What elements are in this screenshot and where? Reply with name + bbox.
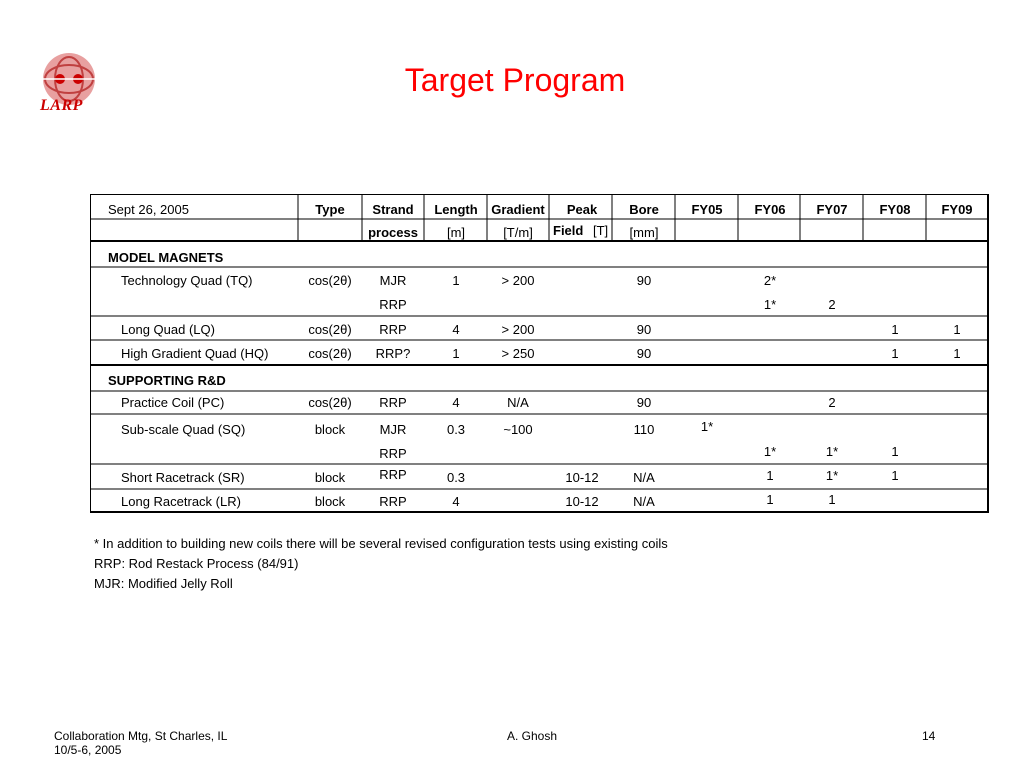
row-fy06: 1* [763, 297, 777, 312]
header-gradient-unit: [T/m] [503, 225, 533, 240]
header-fy07: FY07 [816, 202, 848, 217]
row-gradient: > 250 [501, 346, 535, 361]
footer-dates: 10/5-6, 2005 [54, 743, 122, 757]
logo-text: LARP [40, 97, 83, 114]
row-name: High Gradient Quad (HQ) [121, 346, 269, 361]
row-strand: RRP [379, 322, 407, 337]
row-fy07: 2 [828, 395, 836, 410]
header-type: Type [315, 202, 345, 217]
header-fy06: FY06 [754, 202, 786, 217]
row-fy08: 1 [891, 346, 899, 361]
row-name: Long Racetrack (LR) [121, 494, 241, 509]
row-type: block [314, 470, 346, 485]
slide-title: Target Program [404, 62, 626, 98]
row-gradient: > 200 [501, 273, 535, 288]
section-model-magnets: MODEL MAGNETS [108, 250, 224, 265]
row-fy07: 1* [825, 444, 839, 459]
row-strand: MJR [379, 273, 407, 288]
row-name: Technology Quad (TQ) [121, 273, 253, 288]
row-strand: RRP [379, 494, 407, 509]
row-type: cos(2θ) [308, 395, 352, 410]
footnote-mjr: MJR: Modified Jelly Roll [94, 576, 233, 591]
row-fy06: 1* [763, 444, 777, 459]
row-peak: 10-12 [565, 494, 599, 509]
row-gradient: ~100 [503, 422, 533, 437]
row-length: 1 [452, 273, 460, 288]
row-strand: RRP [379, 446, 407, 461]
row-bore: 110 [633, 422, 655, 437]
header-length-unit: [m] [446, 225, 466, 240]
row-fy07: 1* [825, 468, 839, 483]
row-fy07: 2 [828, 297, 836, 312]
row-fy08: 1 [891, 444, 899, 459]
row-length: 0.3 [446, 422, 466, 437]
row-type: cos(2θ) [308, 322, 352, 337]
header-length: Length [434, 202, 478, 217]
footnotes [94, 534, 668, 594]
header-gradient: Gradient [491, 202, 545, 217]
row-fy09: 1 [953, 322, 961, 337]
row-type: cos(2θ) [308, 273, 352, 288]
row-gradient: N/A [507, 395, 529, 410]
footnote-asterisk: * In addition to building new coils there will be several revised configuration tests using existing coils [94, 536, 668, 551]
row-strand: RRP? [375, 346, 411, 361]
header-fy08: FY08 [879, 202, 911, 217]
header-bore-unit: [mm] [629, 225, 659, 240]
row-fy07: 1 [828, 492, 836, 507]
section-supporting-rd: SUPPORTING R&D [108, 373, 226, 388]
header-strand-process: process [368, 225, 418, 240]
footer-venue: Collaboration Mtg, St Charles, IL [54, 729, 228, 743]
header-strand: Strand [372, 202, 414, 217]
row-bore: 90 [636, 346, 652, 361]
row-type: cos(2θ) [308, 346, 352, 361]
row-length: 4 [452, 322, 460, 337]
row-bore: N/A [633, 494, 655, 509]
row-peak: 10-12 [565, 470, 599, 485]
footnote-rrp: RRP: Rod Restack Process (84/91) [94, 556, 299, 571]
header-peak-field: Field [553, 223, 584, 238]
row-strand: RRP [379, 467, 407, 482]
row-fy08: 1 [891, 468, 899, 483]
row-name: Long Quad (LQ) [121, 322, 215, 337]
row-fy06: 1 [766, 468, 774, 483]
header-fy09: FY09 [941, 202, 973, 217]
header-bore: Bore [629, 202, 659, 217]
table-date: Sept 26, 2005 [108, 202, 189, 217]
row-fy08: 1 [891, 322, 899, 337]
row-bore: N/A [633, 470, 655, 485]
row-fy05: 1* [700, 419, 714, 434]
row-type: block [314, 494, 346, 509]
header-fy05: FY05 [691, 202, 723, 217]
row-name: Sub-scale Quad (SQ) [121, 422, 246, 437]
row-strand: MJR [379, 422, 407, 437]
row-fy06: 2* [763, 273, 777, 288]
header-peak-unit: [T] [593, 223, 609, 238]
target-program-table [90, 194, 990, 514]
row-length: 4 [452, 395, 460, 410]
row-type: block [314, 422, 346, 437]
row-strand: RRP [379, 395, 407, 410]
row-length: 1 [452, 346, 460, 361]
row-name: Short Racetrack (SR) [121, 470, 245, 485]
page-number: 14 [922, 729, 936, 743]
row-length: 4 [452, 494, 460, 509]
row-gradient: > 200 [501, 322, 535, 337]
footer-author: A. Ghosh [507, 729, 558, 743]
row-name: Practice Coil (PC) [121, 395, 225, 410]
row-fy06: 1 [766, 492, 774, 507]
footer-venue-block [54, 729, 227, 757]
row-bore: 90 [636, 322, 652, 337]
row-bore: 90 [636, 273, 652, 288]
row-bore: 90 [636, 395, 652, 410]
row-length: 0.3 [446, 470, 466, 485]
row-strand: RRP [379, 297, 407, 312]
header-peak: Peak [566, 202, 598, 217]
row-fy09: 1 [953, 346, 961, 361]
